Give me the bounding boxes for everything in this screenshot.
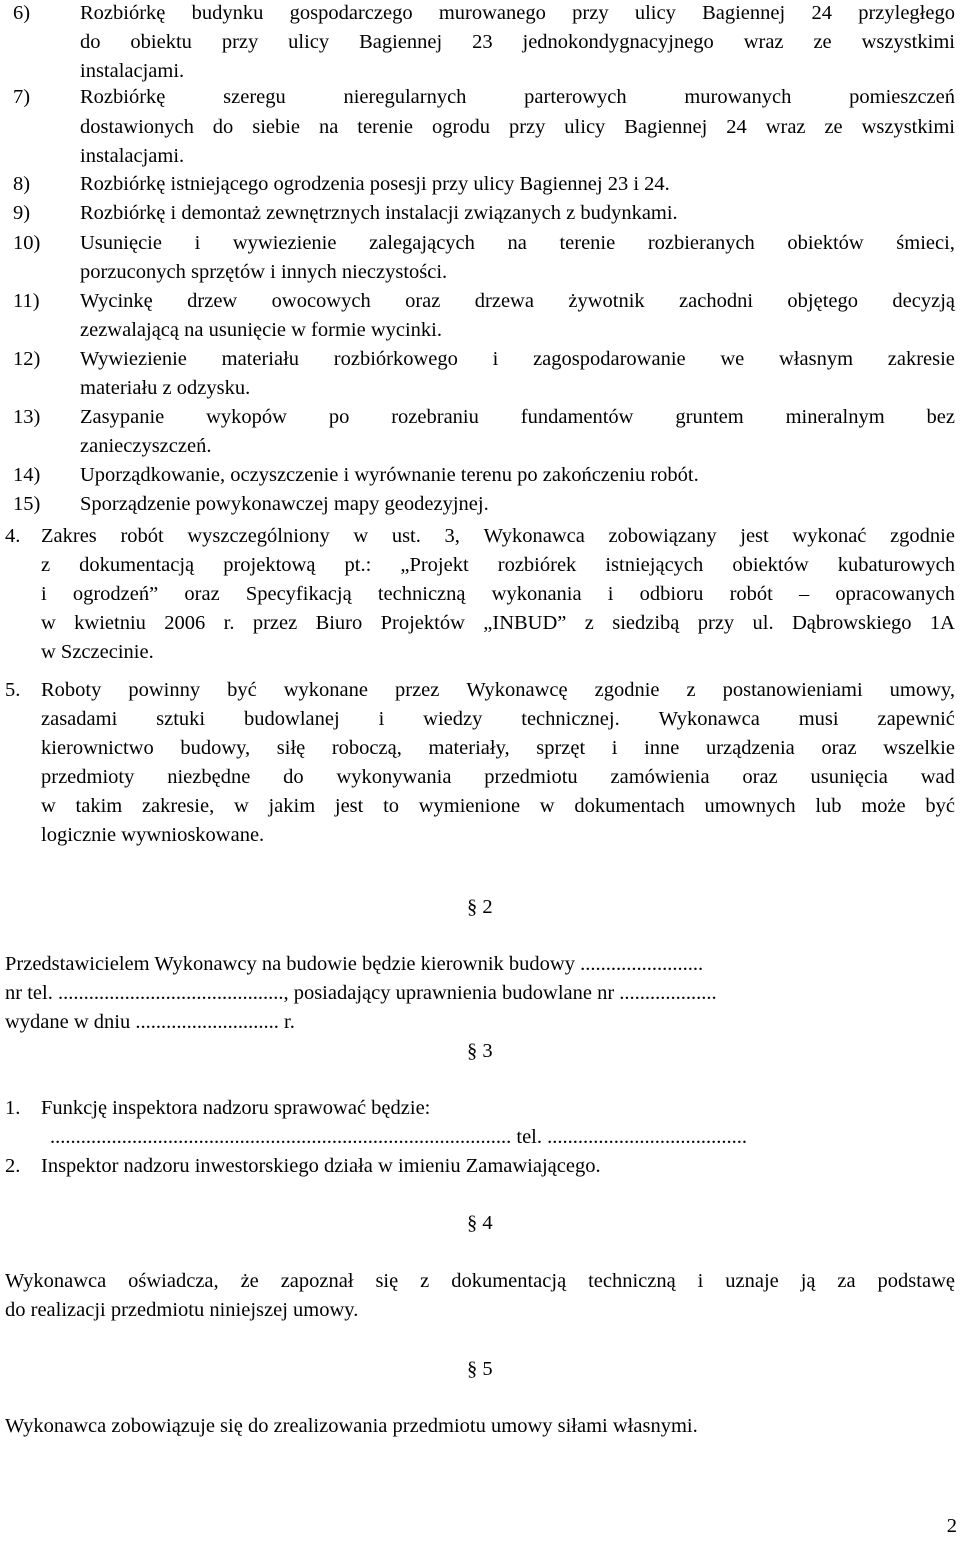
point-number: 5. xyxy=(5,679,21,701)
point-line xyxy=(41,763,955,792)
point-number: 2. xyxy=(5,1155,21,1177)
item-number: 10) xyxy=(13,232,41,254)
item-number: 11) xyxy=(13,290,40,312)
item-line xyxy=(80,229,955,258)
justified-text: Zasypanie wykopów po rozebraniu fundamentów gruntem mineralnym bez xyxy=(80,406,955,428)
justified-text: Wycinkę drzew owocowych oraz drzewa żywotnik zachodni objętego decyzją xyxy=(80,290,955,312)
justified-text: Usunięcie i wywiezienie zalegających na terenie rozbieranych obiektów śmieci, xyxy=(80,232,955,254)
section-2-line: nr tel. ............................................, posiadający uprawnienia budowlane nr ................... xyxy=(5,982,717,1004)
item-line: zezwalającą na usunięcie w formie wycinki. xyxy=(80,319,442,341)
point-line: logicznie wywnioskowane. xyxy=(41,824,265,846)
item-number: 12) xyxy=(13,348,41,370)
item-line xyxy=(80,345,955,374)
item-line: Rozbiórkę istniejącego ogrodzenia posesji przy ulicy Bagiennej 23 i 24. xyxy=(80,173,670,195)
point-number: 4. xyxy=(5,525,21,547)
justified-text: Zakres robót wyszczególniony w ust. 3, Wykonawca zobowiązany jest wykonać zgodnie xyxy=(41,525,955,547)
item-line: materiału z odzysku. xyxy=(80,377,251,399)
section-3-heading: § 3 xyxy=(467,1040,493,1062)
justified-text: Wykonawca oświadcza, że zapoznał się z dokumentacją techniczną i uznaje ją za podstawę xyxy=(5,1270,955,1292)
justified-text: Wywiezienie materiału rozbiórkowego i zagospodarowanie we własnym zakresie xyxy=(80,348,955,370)
item-line: Rozbiórkę i demontaż zewnętrznych instalacji związanych z budynkami. xyxy=(80,202,678,224)
justified-text: Rozbiórkę szeregu nieregularnych parterowych murowanych pomieszczeń xyxy=(80,86,955,108)
item-line: porzuconych sprzętów i innych nieczystości. xyxy=(80,261,448,283)
justified-text: kierownictwo budowy, siłę roboczą, materiały, sprzęt i inne urządzenia oraz wszelkie xyxy=(41,737,955,759)
item-line xyxy=(80,287,955,316)
point-line xyxy=(41,734,955,763)
justified-text: Rozbiórkę budynku gospodarczego murowanego przy ulicy Bagiennej 24 przyległego xyxy=(80,2,955,24)
section-4-heading: § 4 xyxy=(467,1212,493,1234)
item-number: 15) xyxy=(13,493,41,515)
page-number: 2 xyxy=(946,1515,957,1537)
item-line xyxy=(80,0,955,28)
justified-text: Roboty powinny być wykonane przez Wykonawcę zgodnie z postanowieniami umowy, xyxy=(41,679,955,701)
section-4-line: do realizacji przedmiotu niniejszej umowy. xyxy=(5,1299,359,1321)
justified-text: w takim zakresie, w jakim jest to wymienione w dokumentach umownych lub może być xyxy=(41,795,955,817)
point-line xyxy=(41,792,955,821)
section-2-line: wydane w dniu ............................ r. xyxy=(5,1011,295,1033)
section-3-line: .......................................................................................... tel. ....................................... xyxy=(50,1126,747,1148)
justified-text: przedmioty niezbędne do wykonywania przedmiotu zamówienia oraz usunięcia wad xyxy=(41,766,955,788)
item-line: Sporządzenie powykonawczej mapy geodezyjnej. xyxy=(80,493,489,515)
point-line xyxy=(41,676,955,705)
section-5-heading: § 5 xyxy=(467,1358,493,1380)
item-number: 6) xyxy=(13,2,31,24)
item-number: 13) xyxy=(13,406,41,428)
item-line: zanieczyszczeń. xyxy=(80,435,212,457)
section-3-line: Inspektor nadzoru inwestorskiego działa w imieniu Zamawiającego. xyxy=(41,1155,601,1177)
section-5-line: Wykonawca zobowiązuje się do zrealizowania przedmiotu umowy siłami własnymi. xyxy=(5,1415,698,1437)
section-2-heading: § 2 xyxy=(467,896,493,918)
item-line xyxy=(80,403,955,432)
justified-text: zasadami sztuki budowlanej i wiedzy technicznej. Wykonawca musi zapewnić xyxy=(41,708,955,730)
point-line xyxy=(41,580,955,609)
item-number: 7) xyxy=(13,86,31,108)
justified-text: i ogrodzeń” oraz Specyfikacją techniczną wykonania i odbioru robót – opracowanych xyxy=(41,583,955,605)
point-number: 1. xyxy=(5,1097,21,1119)
point-line xyxy=(41,705,955,734)
justified-text: z dokumentacją projektową pt.: „Projekt rozbiórek istniejących obiektów kubaturowych xyxy=(41,554,955,576)
justified-text: w kwietniu 2006 r. przez Biuro Projektów „INBUD” z siedzibą przy ul. Dąbrowskiego 1A xyxy=(41,612,955,634)
item-line: instalacjami. xyxy=(80,60,185,82)
item-line: Uporządkowanie, oczyszczenie i wyrównanie terenu po zakończeniu robót. xyxy=(80,464,699,486)
item-number: 14) xyxy=(13,464,41,486)
point-line xyxy=(41,551,955,580)
item-line xyxy=(80,28,955,57)
item-line xyxy=(80,83,955,112)
section-4-line xyxy=(5,1267,955,1296)
item-number: 9) xyxy=(13,202,31,224)
point-line xyxy=(41,609,955,638)
section-2-line: Przedstawicielem Wykonawcy na budowie będzie kierownik budowy ........................ xyxy=(5,953,704,975)
item-line xyxy=(80,113,955,142)
point-line: w Szczecinie. xyxy=(41,641,154,663)
item-number: 8) xyxy=(13,173,31,195)
item-line: instalacjami. xyxy=(80,145,185,167)
justified-text: do obiektu przy ulicy Bagiennej 23 jednokondygnacyjnego wraz ze wszystkimi xyxy=(80,31,955,53)
point-line xyxy=(41,522,955,551)
justified-text: dostawionych do siebie na terenie ogrodu przy ulicy Bagiennej 24 wraz ze wszystkimi xyxy=(80,116,955,138)
section-3-line: Funkcję inspektora nadzoru sprawować będzie: xyxy=(41,1097,431,1119)
